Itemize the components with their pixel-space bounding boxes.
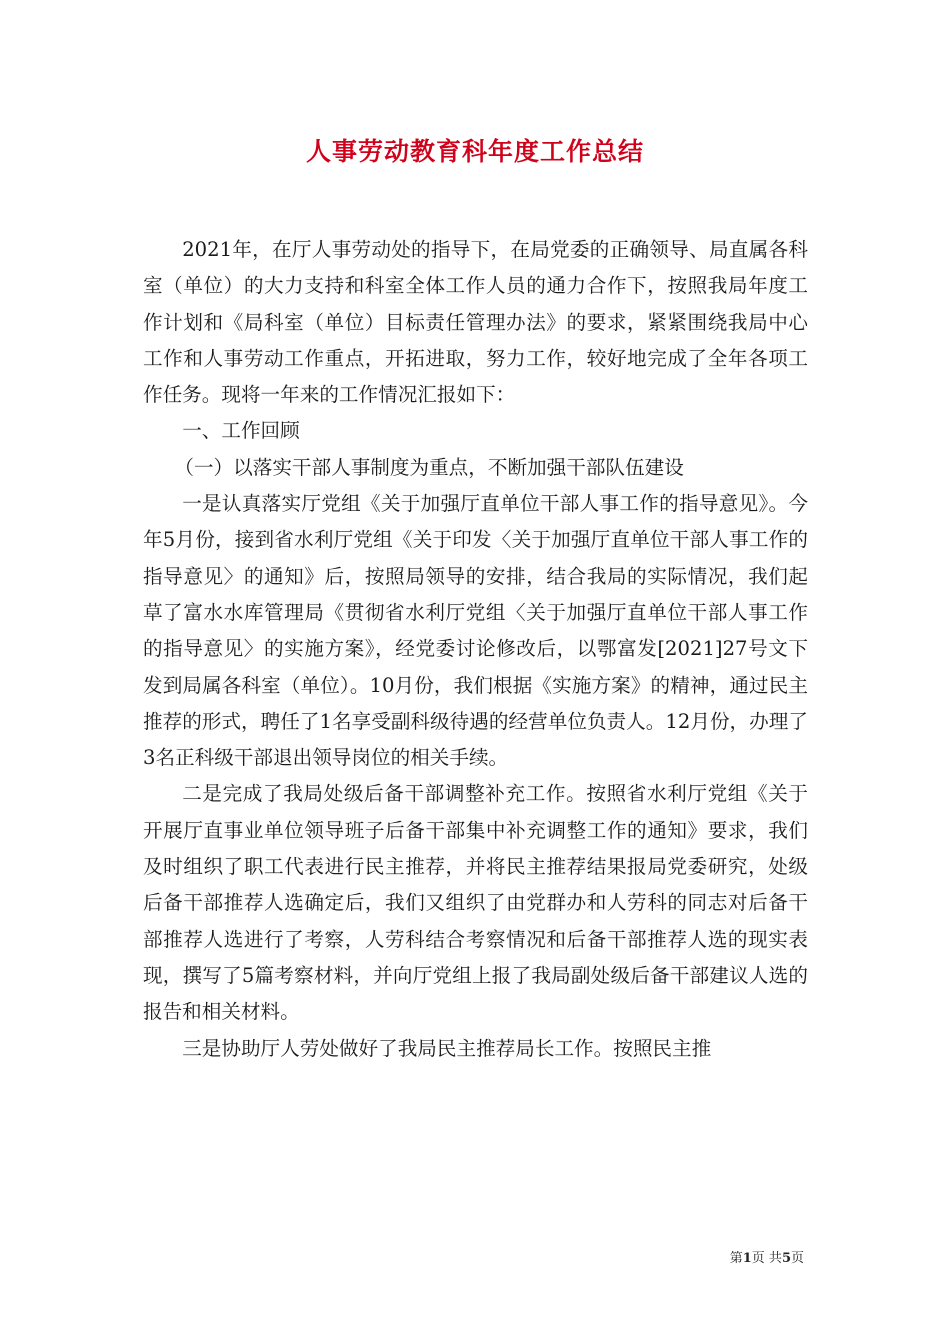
- paragraph-intro: 2021年，在厅人事劳动处的指导下，在局党委的正确领导、局直属各科室（单位）的大力支持和科室全体工作人员的通力合作下，按照我局年度工作计划和《局科室（单位）目标责任管理办法》的要求，紧紧围绕我局中心工作和人事劳动工作重点，开拓进取，努力工作，较好地完成了全年各项工作任务。现将一年来的工作情况汇报如下：: [143, 238, 808, 407]
- footer-suffix: 页: [790, 1251, 804, 1266]
- footer-total-pages: 5: [781, 1251, 791, 1266]
- footer-prefix: 第: [729, 1251, 743, 1266]
- paragraph-item-1: 一是认真落实厅党组《关于加强厅直单位干部人事工作的指导意见》。今年5月份，接到省水利厅党组《关于印发〈关于加强厅直单位干部人事工作的指导意见〉的通知》后，按照局领导的安排，结合我局的实际情况，我们起草了富水水库管理局《贯彻省水利厅党组〈关于加强厅直单位干部人事工作的指导意见〉的实施方案》，经党委讨论修改后，以鄂富发[2021]27号文下发到局属各科室（单位）。10月份，我们根据《实施方案》的精神，通过民主推荐的形式，聘任了1名享受副科级待遇的经营单位负责人。12月份，办理了3名正科级干部退出领导岗位的相关手续。: [143, 492, 808, 770]
- document-body: [143, 232, 808, 1067]
- section-heading-review: 一、工作回顾: [182, 419, 300, 443]
- paragraph-item-2: 二是完成了我局处级后备干部调整补充工作。按照省水利厅党组《关于开展厅直事业单位领导班子后备干部集中补充调整工作的通知》要求，我们及时组织了职工代表进行民主推荐，并将民主推荐结果报局党委研究，处级后备干部推荐人选确定后，我们又组织了由党群办和人劳科的同志对后备干部推荐人选进行了考察，人劳科结合考察情况和后备干部推荐人选的现实表现，撰写了5篇考察材料，并向厅党组上报了我局副处级后备干部建议人选的报告和相关材料。: [143, 782, 808, 1024]
- footer-middle: 页 共: [751, 1251, 782, 1266]
- page-footer: [730, 1247, 804, 1266]
- document-title: 人事劳动教育科年度工作总结: [305, 137, 644, 166]
- footer-current-page: 1: [742, 1251, 752, 1266]
- subsection-heading-1: （一）以落实干部人事制度为重点，不断加强干部队伍建设: [174, 455, 684, 479]
- paragraph-item-3: 三是协助厅人劳处做好了我局民主推荐局长工作。按照民主推: [182, 1036, 712, 1060]
